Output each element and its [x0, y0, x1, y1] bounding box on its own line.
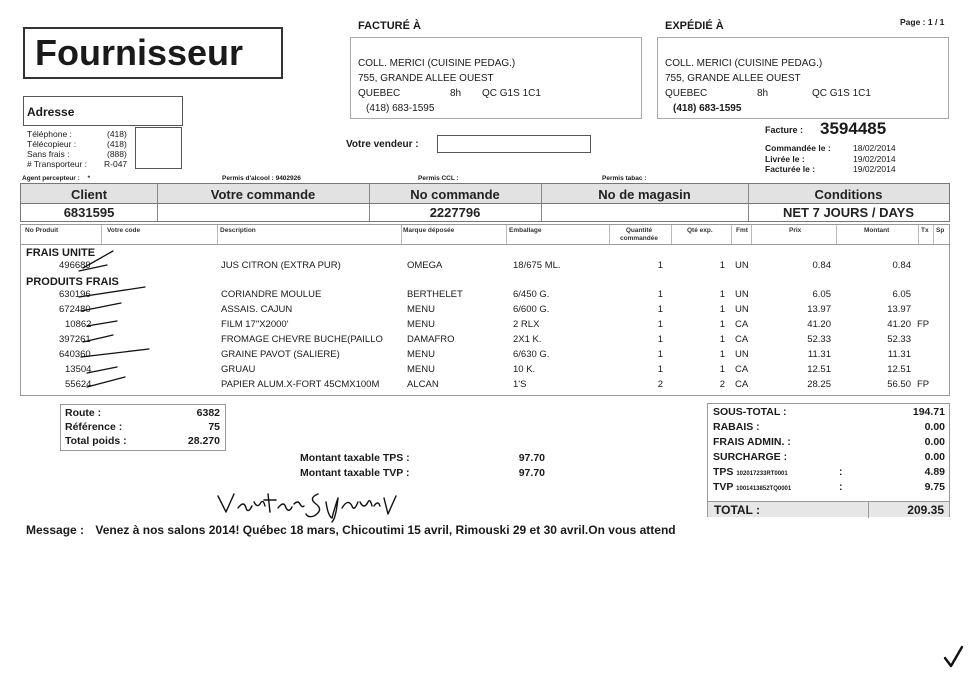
billed-to-h: 8h — [450, 88, 462, 99]
qty-shipped: 1 — [719, 349, 725, 360]
subtotal-value: 194.71 — [912, 406, 945, 418]
billed-to-phone: (418) 683-1595 — [366, 103, 435, 114]
unit-price: 11.31 — [807, 349, 831, 360]
qty-shipped: 1 — [719, 334, 725, 345]
tax-code: FP — [917, 319, 930, 330]
brand: BERTHELET — [407, 289, 463, 300]
message-text: Venez à nos salons 2014! Québec 18 mars, Chicoutimi 15 avril, Rimouski 29 et 30 avril.On vous attend — [95, 523, 676, 537]
totals — [713, 405, 945, 495]
col-product: No Produit — [25, 227, 59, 234]
tvp-value: 9.75 — [924, 481, 945, 493]
unit-price: 41.20 — [807, 319, 831, 330]
fax-value: (418) — [107, 139, 127, 149]
tps-value: 4.89 — [924, 466, 945, 478]
product-number: 640360 — [59, 349, 91, 360]
terms-value: NET 7 JOURS / DAYS — [782, 205, 914, 220]
vendor-label: Votre vendeur : — [346, 139, 419, 150]
agent-value: * — [87, 175, 91, 182]
unit-price: 0.84 — [812, 260, 831, 271]
description: JUS CITRON (EXTRA PUR) — [221, 260, 341, 271]
handwritten-checkmarks — [21, 225, 181, 397]
product-number: 10862 — [65, 319, 92, 330]
packaging: 2X1 K. — [513, 334, 542, 345]
message-label: Message : — [26, 523, 85, 537]
shipped-to-phone: (418) 683-1595 — [673, 103, 742, 114]
billed-to-address — [358, 56, 541, 116]
packaging: 6/630 G. — [513, 349, 550, 360]
packaging: 18/675 ML. — [513, 260, 561, 271]
format: CA — [735, 334, 749, 345]
line-amount: 56.50 — [887, 379, 911, 390]
shipped-to-name: COLL. MERICI (CUISINE PEDAG.) — [665, 58, 823, 69]
format: UN — [735, 260, 749, 271]
route-info — [65, 406, 220, 448]
qty-shipped: 1 — [719, 260, 725, 271]
col-tx: Tx — [921, 227, 929, 234]
line-amount: 13.97 — [887, 304, 911, 315]
subtotal-label: SOUS-TOTAL : — [713, 406, 787, 418]
format: UN — [735, 289, 749, 300]
invoice-label: Facture : — [765, 125, 804, 135]
surcharge-value: 0.00 — [924, 451, 945, 463]
qty-ordered: 1 — [657, 319, 663, 330]
billed-to-heading: FACTURÉ À — [358, 20, 421, 32]
handwritten-signature — [214, 484, 429, 524]
qty-shipped: 1 — [719, 319, 725, 330]
tvp-label: TVP — [713, 481, 734, 493]
tvp-number: 1001413852TQ0001 — [736, 486, 792, 492]
product-number: 630196 — [59, 289, 91, 300]
brand: MENU — [407, 364, 435, 375]
message — [26, 523, 676, 537]
ccl-permit: Permis CCL : — [418, 175, 459, 182]
format: UN — [735, 304, 749, 315]
product-number: 496689 — [59, 260, 91, 271]
reference-label: Référence : — [65, 421, 123, 433]
agent-label: Agent percepteur : — [22, 175, 80, 182]
qty-shipped: 1 — [719, 289, 725, 300]
qty-ordered: 1 — [657, 349, 663, 360]
description: ASSAIS. CAJUN — [221, 304, 293, 315]
col-pack: Emballage — [509, 227, 542, 234]
taxable-amounts — [300, 451, 545, 481]
unit-price: 12.51 — [807, 364, 831, 375]
qty-ordered: 1 — [657, 289, 663, 300]
address-contact-box — [135, 127, 182, 169]
supplier-box — [23, 27, 283, 79]
shipped-to-postal: QC G1S 1C1 — [812, 88, 871, 99]
qty-shipped: 1 — [719, 304, 725, 315]
brand: DAMAFRO — [407, 334, 455, 345]
col-qty: Quantité commandée — [620, 227, 658, 242]
qty-shipped: 2 — [719, 379, 725, 390]
tobacco-permit: Permis tabac : — [602, 175, 647, 182]
ordered-label: Commandée le : — [765, 143, 831, 153]
col-amount: Montant — [864, 227, 890, 234]
store-header: No de magasin — [598, 187, 691, 202]
line-amount: 52.33 — [887, 334, 911, 345]
check-icon — [942, 644, 966, 670]
address-label: Adresse — [27, 105, 75, 119]
tps-number: 102017233RT0001 — [736, 471, 788, 477]
weight-label: Total poids : — [65, 435, 127, 447]
format: CA — [735, 364, 749, 375]
page-number: Page : 1 / 1 — [900, 17, 945, 27]
your-order-header: Votre commande — [210, 187, 316, 202]
col-code: Votre code — [107, 227, 141, 234]
tollfree-label: Sans frais : — [27, 149, 70, 159]
taxable-tps-value: 97.70 — [518, 452, 545, 464]
address-box — [23, 96, 183, 126]
summary-header — [20, 183, 950, 204]
billed-to-street: 755, GRANDE ALLEE OUEST — [358, 73, 494, 84]
invoiced-date: 19/02/2014 — [853, 164, 896, 174]
packaging: 6/600 G. — [513, 304, 550, 315]
terms-header: Conditions — [814, 187, 883, 202]
taxable-tps-label: Montant taxable TPS : — [300, 452, 410, 464]
permits-line — [22, 175, 952, 182]
billed-to-postal: QC G1S 1C1 — [482, 88, 541, 99]
client-header: Client — [70, 187, 108, 202]
qty-ordered: 1 — [657, 304, 663, 315]
description: FROMAGE CHEVRE BUCHE(PAILLO — [221, 334, 383, 345]
tps-colon: : — [839, 466, 843, 478]
brand: OMEGA — [407, 260, 443, 271]
discount-value: 0.00 — [924, 421, 945, 433]
unit-price: 52.33 — [807, 334, 831, 345]
order-no-header: No commande — [410, 187, 500, 202]
description: PAPIER ALUM.X-FORT 45CMX100M — [221, 379, 380, 390]
carrier-label: # Transporteur : — [27, 159, 88, 169]
tax-code: FP — [917, 379, 930, 390]
vendor-field — [437, 135, 591, 153]
brand: MENU — [407, 349, 435, 360]
phone-value: (418) — [107, 129, 127, 139]
billed-to-name: COLL. MERICI (CUISINE PEDAG.) — [358, 58, 516, 69]
unit-price: 13.97 — [807, 304, 831, 315]
shipped-to-h: 8h — [757, 88, 769, 99]
items-table — [20, 224, 950, 396]
address-contact — [27, 129, 127, 169]
delivered-date: 19/02/2014 — [853, 153, 896, 164]
admin-fee-label: FRAIS ADMIN. : — [713, 436, 791, 448]
surcharge-label: SURCHARGE : — [713, 451, 788, 463]
packaging: 1'S — [513, 379, 527, 390]
admin-fee-value: 0.00 — [924, 436, 945, 448]
qty-ordered: 1 — [657, 364, 663, 375]
alcohol-permit: Permis d'alcool : 9402926 — [222, 175, 301, 182]
route-label: Route : — [65, 407, 102, 419]
invoiced-label: Facturée le : — [765, 164, 816, 174]
shipped-to-address — [665, 56, 871, 116]
col-fmt: Fmt — [736, 227, 748, 234]
tvp-colon: : — [839, 481, 843, 493]
line-amount: 41.20 — [887, 319, 911, 330]
brand: ALCAN — [407, 379, 439, 390]
client-value: 6831595 — [63, 205, 115, 220]
billed-to-city: QUEBEC — [358, 88, 401, 99]
shipped-to-street: 755, GRANDE ALLEE OUEST — [665, 73, 801, 84]
invoice-dates — [765, 143, 896, 175]
section-title: PRODUITS FRAIS — [26, 276, 119, 288]
qty-ordered: 1 — [657, 260, 663, 271]
reference-value: 75 — [208, 421, 220, 433]
product-number: 397261 — [59, 334, 91, 345]
ordered-date: 18/02/2014 — [853, 143, 896, 153]
product-number: 13504 — [65, 364, 92, 375]
total-label: TOTAL : — [714, 503, 760, 517]
col-qty-exp: Qté exp. — [687, 227, 713, 234]
invoice-number: 3594485 — [820, 119, 887, 138]
packaging: 6/450 G. — [513, 289, 550, 300]
line-amount: 12.51 — [887, 364, 911, 375]
tps-label: TPS — [713, 466, 734, 478]
col-desc: Description — [220, 227, 256, 234]
summary-values — [20, 204, 950, 222]
line-amount: 11.31 — [887, 349, 911, 360]
format: UN — [735, 349, 749, 360]
product-number: 672480 — [59, 304, 91, 315]
phone-label: Téléphone : — [27, 129, 72, 139]
product-number: 55624 — [65, 379, 92, 390]
supplier-title: Fournisseur — [35, 32, 244, 73]
brand: MENU — [407, 319, 435, 330]
total-value: 209.35 — [907, 503, 944, 517]
taxable-tvp-value: 97.70 — [518, 467, 545, 479]
format: CA — [735, 319, 749, 330]
qty-ordered: 1 — [657, 334, 663, 345]
col-brand: Marque déposée — [403, 227, 455, 234]
route-value: 6382 — [196, 407, 220, 419]
description: FILM 17"X2000' — [221, 319, 289, 330]
unit-price: 6.05 — [812, 289, 831, 300]
packaging: 2 RLX — [513, 319, 540, 330]
shipped-to-city: QUEBEC — [665, 88, 708, 99]
col-price: Prix — [789, 227, 802, 234]
section-title: FRAIS UNITE — [26, 247, 96, 259]
taxable-tvp-label: Montant taxable TVP : — [300, 467, 410, 479]
delivered-label: Livrée le : — [765, 153, 805, 164]
description: GRUAU — [221, 364, 256, 375]
packaging: 10 K. — [513, 364, 536, 375]
description: GRAINE PAVOT (SALIERE) — [221, 349, 340, 360]
qty-shipped: 1 — [719, 364, 725, 375]
your-order-value — [157, 204, 369, 221]
line-amount: 0.84 — [892, 260, 911, 271]
qty-ordered: 2 — [657, 379, 663, 390]
weight-value: 28.270 — [187, 435, 220, 447]
tollfree-value: (888) — [107, 149, 127, 159]
shipped-to-heading: EXPÉDIÉ À — [665, 20, 724, 32]
description: CORIANDRE MOULUE — [221, 289, 322, 300]
col-sp: Sp — [936, 227, 945, 234]
unit-price: 28.25 — [807, 379, 831, 390]
store-value — [541, 204, 748, 221]
order-no-value: 2227796 — [429, 205, 481, 220]
discount-label: RABAIS : — [713, 421, 760, 433]
brand: MENU — [407, 304, 435, 315]
format: CA — [735, 379, 749, 390]
fax-label: Télécopieur : — [27, 139, 77, 149]
line-amount: 6.05 — [892, 289, 911, 300]
total-row — [708, 501, 949, 517]
carrier-value: R-047 — [104, 159, 128, 169]
